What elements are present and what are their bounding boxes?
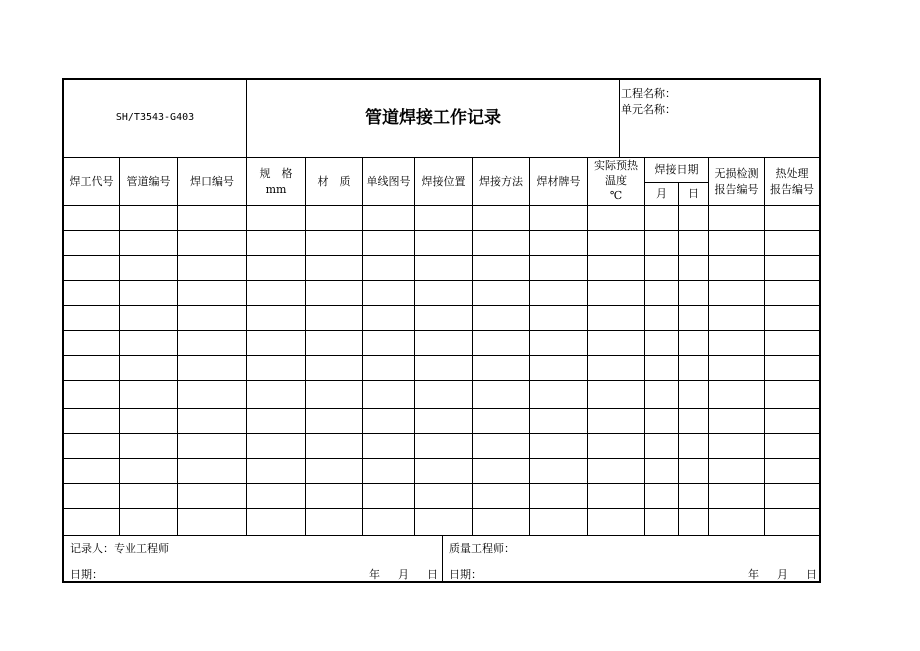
project-name-label: 工程名称：: [621, 87, 676, 100]
col-header-spec-label: 规 格: [259, 166, 293, 180]
table-row[interactable]: [64, 356, 819, 381]
table-row[interactable]: [64, 306, 819, 331]
recorder-label: 记录人：专业工程师: [70, 542, 169, 555]
form-code: SH/T3543-G403: [64, 80, 247, 158]
col-header-pipe-no: 管道编号: [120, 158, 178, 206]
project-info-box: [620, 80, 819, 158]
col-header-ndt-line1: 无损检测: [714, 166, 759, 180]
recorder-day: 日: [427, 568, 438, 581]
col-header-iso-drawing: 单线图号: [363, 158, 415, 206]
col-header-weld-no: 焊口编号: [178, 158, 247, 206]
col-header-ndt-line2: 报告编号: [714, 182, 759, 196]
table-row[interactable]: [64, 484, 819, 509]
col-header-preheat: [588, 158, 645, 206]
col-header-weld-method: 焊接方法: [473, 158, 530, 206]
quality-day: 日: [806, 568, 817, 581]
col-header-ndt-report: [709, 158, 765, 206]
col-header-preheat-unit: ℃: [609, 188, 623, 202]
recorder-date-label: 日期：: [70, 568, 103, 581]
footer-recorder-section: [64, 536, 443, 581]
recorder-month: 月: [398, 568, 409, 581]
welding-record-form: [62, 78, 821, 583]
quality-engineer-label: 质量工程师：: [449, 542, 515, 555]
col-header-month: 月: [645, 183, 679, 206]
table-row[interactable]: [64, 206, 819, 231]
col-header-spec-unit: mm: [265, 182, 287, 196]
col-header-weld-position: 焊接位置: [415, 158, 473, 206]
quality-month: 月: [777, 568, 788, 581]
col-header-spec: [247, 158, 306, 206]
data-grid: [64, 206, 819, 536]
col-header-preheat-line2: 温度: [605, 174, 627, 188]
table-row[interactable]: [64, 509, 819, 536]
table-row[interactable]: [64, 281, 819, 306]
table-row[interactable]: [64, 434, 819, 459]
footer-quality-section: [443, 536, 819, 581]
col-header-preheat-line1: 实际预热: [594, 159, 638, 173]
table-row[interactable]: [64, 331, 819, 356]
table-row[interactable]: [64, 459, 819, 484]
col-header-heat-treat-report: [765, 158, 819, 206]
table-row[interactable]: [64, 409, 819, 434]
quality-date-label: 日期：: [449, 568, 482, 581]
table-row[interactable]: [64, 384, 819, 409]
table-row[interactable]: [64, 231, 819, 256]
col-header-material: 材 质: [306, 158, 363, 206]
col-header-welder-code: 焊工代号: [64, 158, 120, 206]
table-row[interactable]: [64, 256, 819, 281]
col-header-heat-treat-line2: 报告编号: [770, 182, 814, 196]
col-header-heat-treat-line1: 热处理: [775, 166, 809, 180]
col-header-weld-date: 焊接日期: [645, 158, 709, 183]
recorder-year: 年: [369, 568, 380, 581]
col-header-day: 日: [679, 183, 709, 206]
quality-year: 年: [748, 568, 759, 581]
form-title: 管道焊接工作记录: [247, 80, 620, 158]
col-header-filler-grade: 焊材牌号: [530, 158, 588, 206]
unit-name-label: 单元名称：: [621, 103, 676, 116]
